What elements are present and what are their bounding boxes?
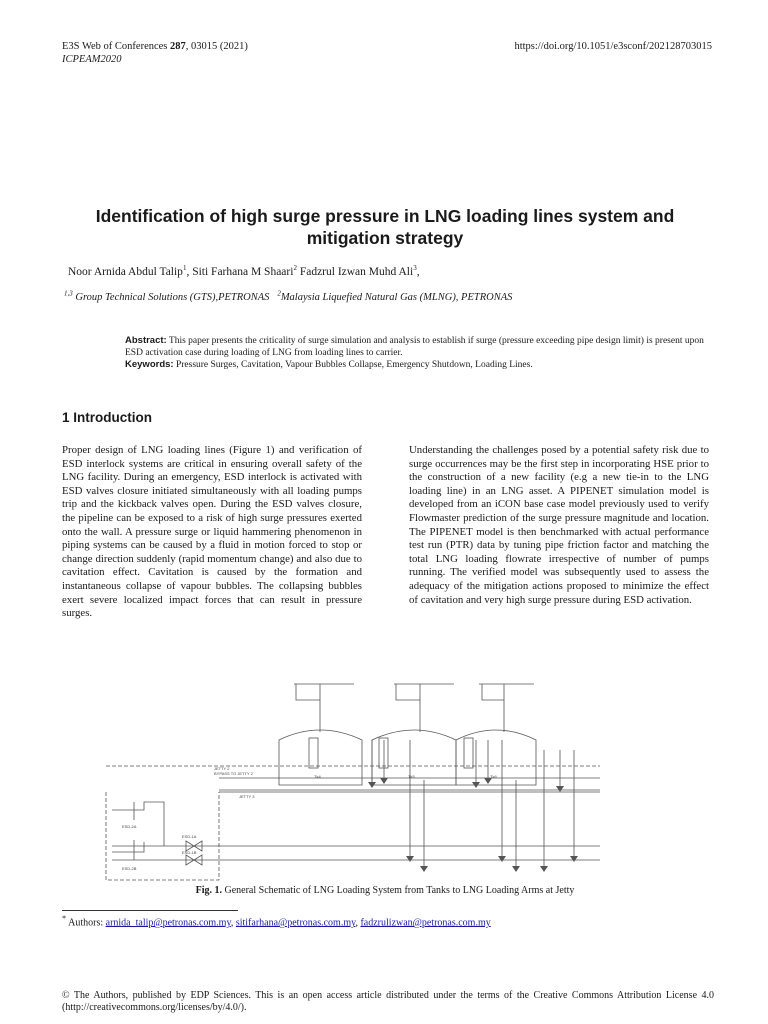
affiliation-1: Group Technical Solutions (GTS),PETRONAS (72, 292, 270, 303)
paper-title: Identification of high surge pressure in LNG loading lines system and mitigation strategy (95, 206, 675, 248)
abstract-paragraph (125, 335, 715, 359)
author-tail: , (416, 266, 420, 278)
affil-sup: 2 (277, 289, 281, 298)
license-text: © The Authors, published by EDP Sciences. This is an open access article distributed under the terms of the Creative Commons Attribution License 4.0 (http://creativecommons.org/licenses/by/4.0/). (62, 990, 714, 1013)
journal-name: E3S Web of Conferences (62, 41, 168, 52)
email-link[interactable]: sitifarhana@petronas.com.my (235, 917, 356, 929)
abstract-text: This paper presents the criticality of surge simulation and analysis to establish if surge (pressure exceeding pipe design limit) is present upon ESD activation case during loading of LNG from loading lines to carrier. (125, 336, 704, 358)
body-column-right: Understanding the challenges posed by a potential safety risk due to surge occurrences may be the first step in incorporating HSE prior to the construction of a new facility (e.g a new tie-in to the LNG loading line) in an LNG asset. A PIPENET simulation model is developed from an iCON base case model previously used to verify Flowmaster prediction of the surge pressure magnitude and location. The PIPENET model is then benchmarked with actual performance test run (PTR) data by tuning pipe friction factor and matching the total LNG loading flowrate irrespective of number of pumps running. The verified model was subsequently used to assess the adequacy of the mitigation actions proposed to minimize the effect of cavitation and very high surge pressure during ESD activation. (409, 444, 709, 606)
flow-arrow-icon (540, 786, 578, 872)
loading-arm (112, 802, 164, 846)
drop-line (544, 750, 574, 870)
drop-line (476, 740, 516, 870)
author-name: Fadzrul Izwan Muhd Ali (296, 266, 414, 278)
conference-name: ICPEAM2020 (62, 54, 122, 65)
drop-line (372, 740, 424, 870)
author-list (68, 266, 420, 278)
jetty-label: JETTY 2 (214, 766, 230, 771)
abstract-block (125, 335, 715, 371)
esd-label: ESD-1A (182, 834, 197, 839)
body-column-left: Proper design of LNG loading lines (Figure 1) and verification of ESD interlock systems are critical in ensuring overall safety of the LNG facility. During an emergency, ESD interlock is activated with ESD valves closure initiated simultaneously with all loading pumps trip and the kickback valves open. During the ESD valves closure, the pipeline can be exposed to a risk of high surge pressures exerted onto the wall. A pressure surge or liquid hammering phenomenon in piping systems can be caused by a fluid in motion forced to stop or change direction suddenly (rapid momentum change) and also due to cavitation effect. Cavitation is caused by the formation and instantaneous collapse of vapour bubbles. The collapsing bubbles exert severe localized impact forces that can result in pressure surges. (62, 444, 362, 620)
keywords-label: Keywords: (125, 359, 174, 370)
jetty-label: JETTY 3 (239, 794, 255, 799)
abstract-label: Abstract: (125, 335, 167, 346)
affiliations (64, 289, 513, 303)
pipe-segment (320, 684, 504, 732)
loading-arm (112, 842, 144, 852)
footnote (62, 914, 491, 928)
figure-caption (60, 885, 710, 896)
author-sup: 1 (182, 264, 187, 273)
pipe-segment (482, 684, 504, 700)
author-name: , Siti Farhana M Shaari (186, 266, 294, 278)
keywords-paragraph (125, 359, 715, 371)
footnote-label: Authors: (66, 917, 106, 929)
email-link[interactable]: fadzrulizwan@petronas.com.my (360, 917, 491, 929)
author-sup: 3 (413, 264, 417, 273)
figure-caption-text: General Schematic of LNG Loading System from Tanks to LNG Loading Arms at Jetty (222, 885, 575, 896)
pipe-segment (296, 684, 320, 700)
volume-number: 287 (170, 41, 186, 52)
author-sup: 2 (293, 264, 297, 273)
figure-schematic (104, 670, 600, 882)
footnote-mark: * (62, 914, 67, 923)
tank-label: Tk6 (490, 774, 497, 779)
figure-caption-label: Fig. 1. (195, 885, 222, 896)
footnote-rule (62, 910, 238, 911)
author-name: Noor Arnida Abdul Talip (68, 266, 183, 278)
tank-label: Tk5 (408, 774, 415, 779)
esd-label: ESD-1B (182, 850, 197, 855)
jetty-sub-label: BYPASS TO JETTY 2 (214, 771, 253, 776)
separator: , (355, 917, 361, 929)
esd-label: ESD-2B (122, 866, 137, 871)
affil-sup: 1,3 (64, 289, 73, 298)
affiliation-2: Malaysia Liquefied Natural Gas (MLNG), PETRONAS (280, 292, 513, 303)
section-heading: 1 Introduction (62, 410, 152, 425)
doi-link[interactable]: https://doi.org/10.1051/e3sconf/202128703015 (514, 41, 712, 52)
running-header-left (62, 40, 248, 66)
pipe-segment (396, 684, 420, 700)
article-number: , 03015 (2021) (185, 41, 248, 52)
email-link[interactable]: arnida_talip@petronas.com.my (105, 917, 231, 929)
keywords-text: Pressure Surges, Cavitation, Vapour Bubbles Collapse, Emergency Shutdown, Loading Lines. (173, 360, 533, 370)
separator: , (230, 917, 236, 929)
tank-label: Tk4 (314, 774, 321, 779)
esd-label: ESD-2A (122, 824, 137, 829)
